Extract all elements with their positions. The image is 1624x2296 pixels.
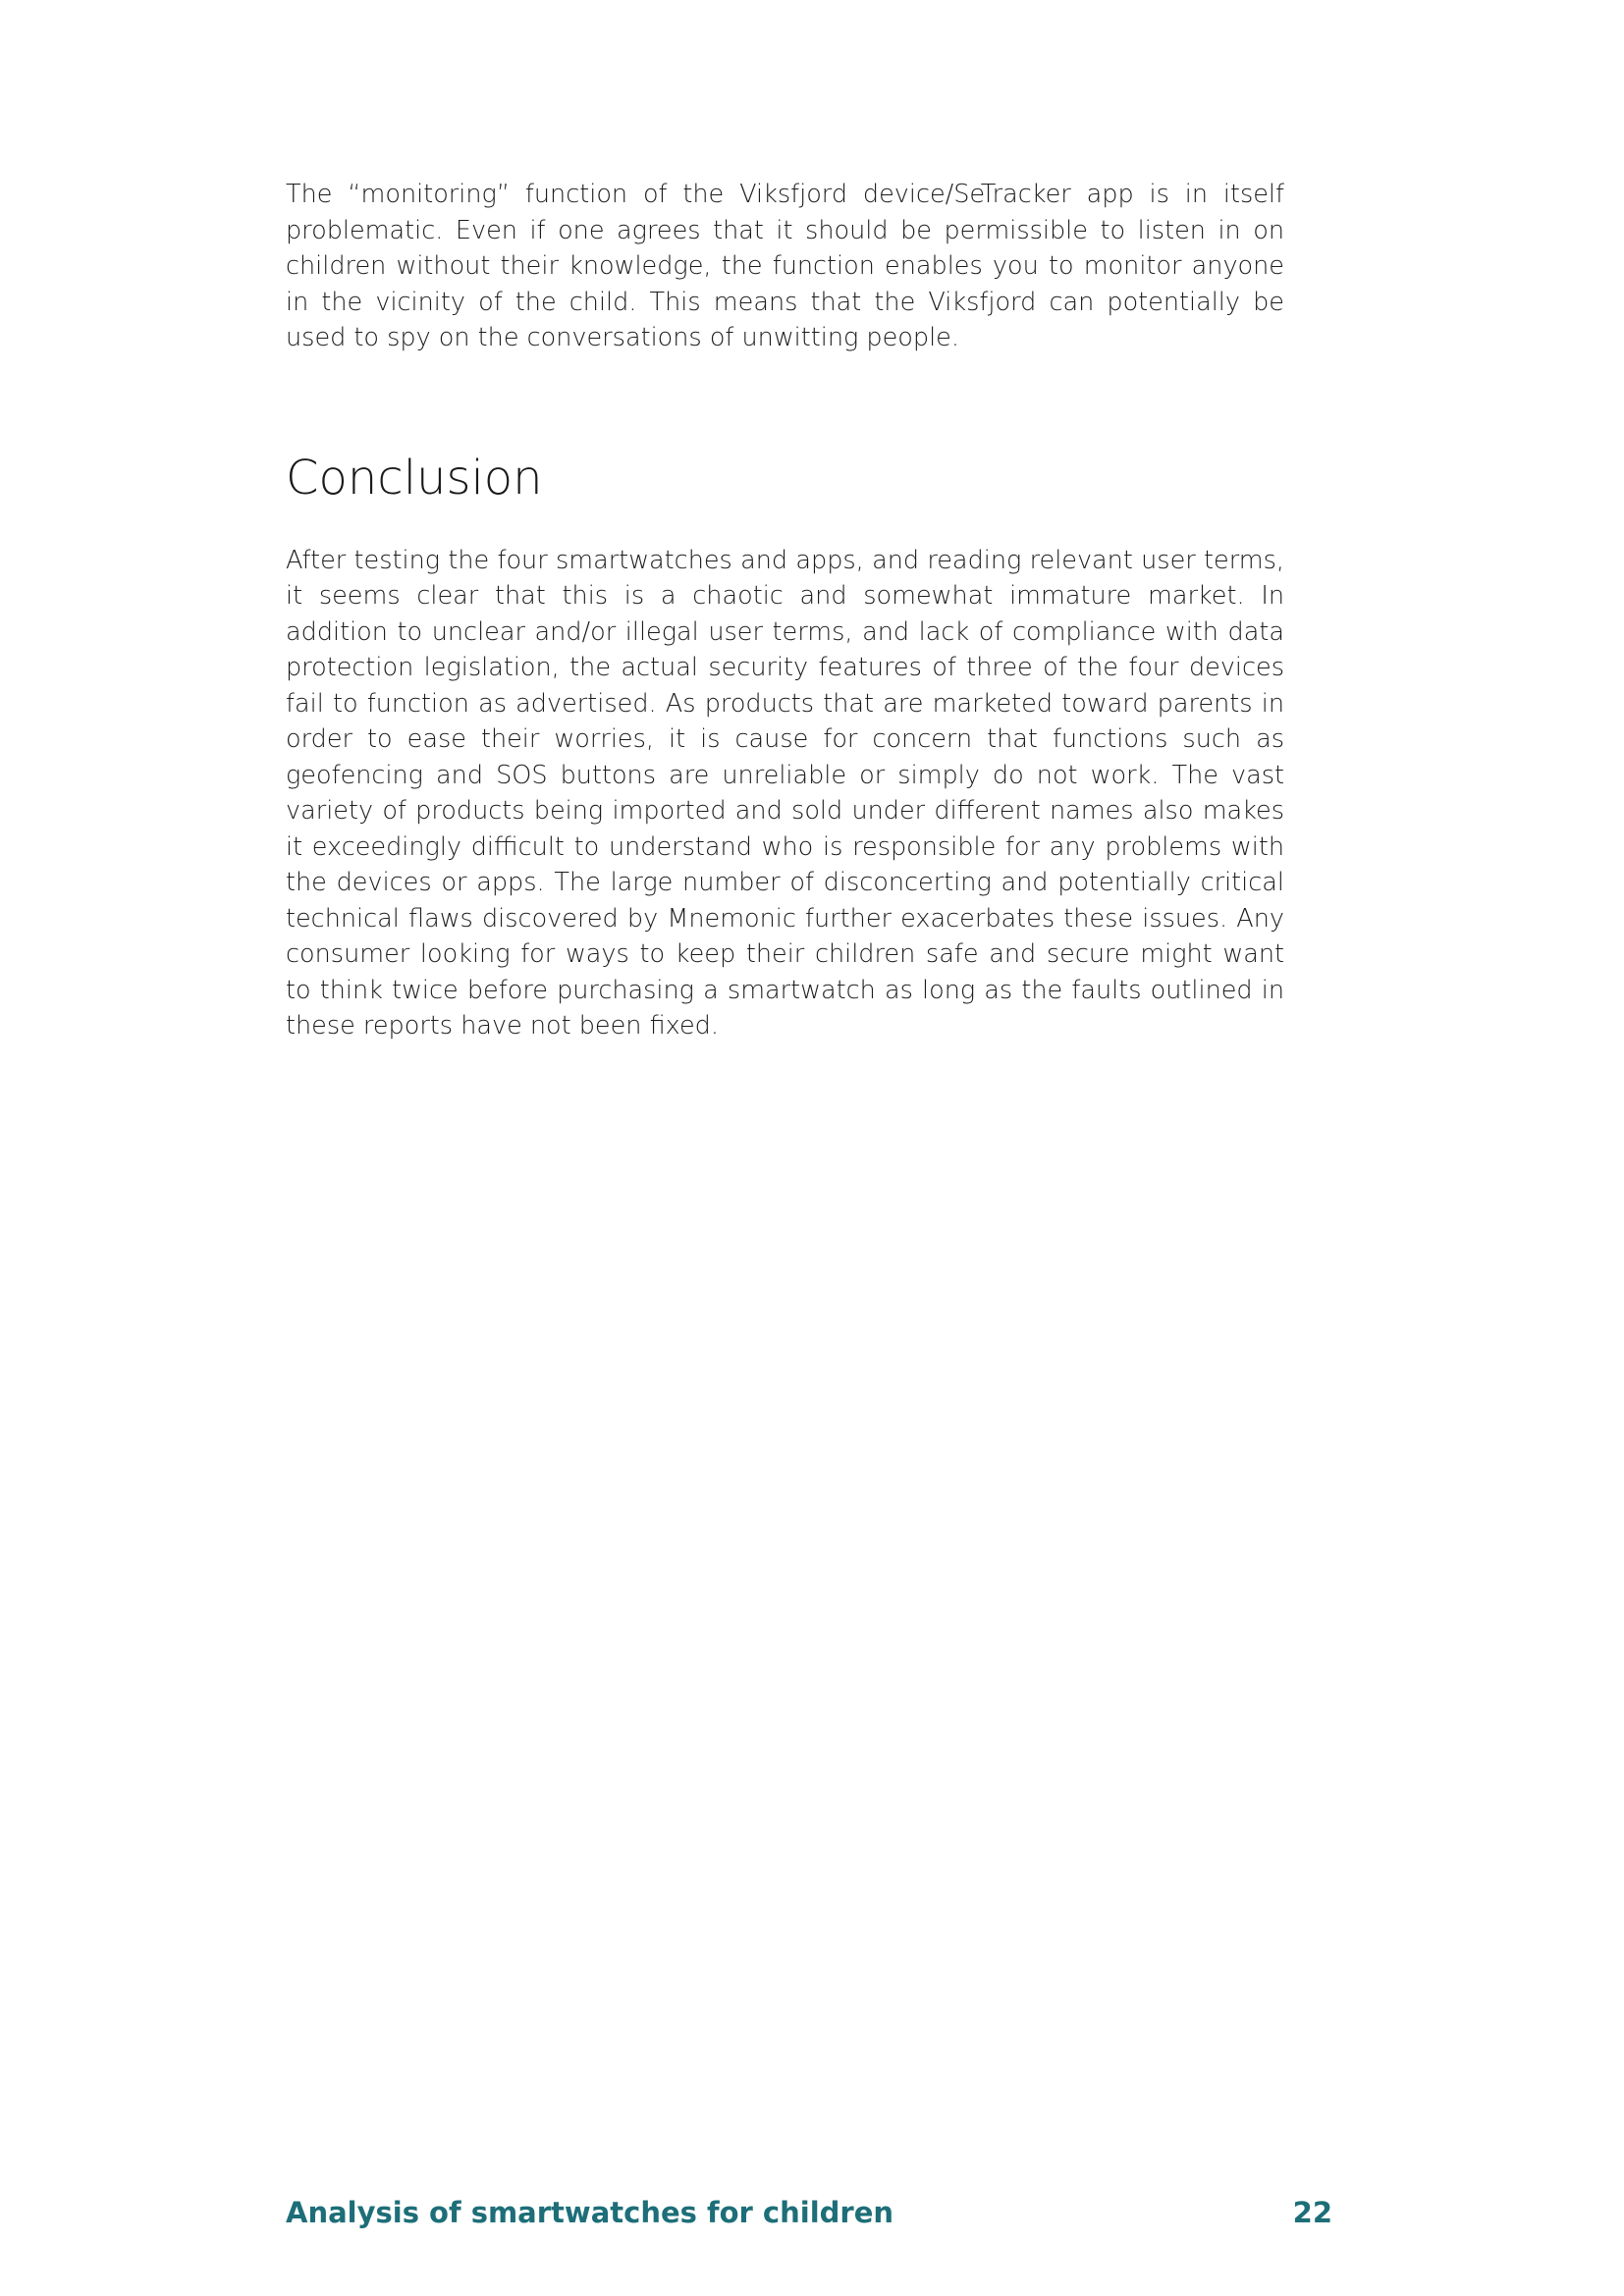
page-footer	[286, 2193, 1332, 2232]
section-heading: Conclusion	[286, 450, 543, 506]
section-heading-wrap	[286, 449, 1284, 507]
intro-paragraph: The “monitoring” function of the Viksfjord device/SeTracker app is in itself problematic. Even if one agrees that it should be permissible to listen in on children without their knowledge, the function enables you to monitor anyone in the vicinity of the child. This means that the Viksfjord can potentially be used to spy on the conversations of unwitting people.	[286, 180, 1284, 352]
conclusion-paragraph: After testing the four smartwatches and apps, and reading relevant user terms, it seems clear that this is a chaotic and somewhat immature market. In addition to unclear and/or illegal user terms, and lack of compliance with data protection legislation, the actual security features of three of the four devices fail to function as advertised. As products that are marketed toward parents in order to ease their worries, it is cause for concern that functions such as geofencing and SOS buttons are unreliable or simply do not work. The vast variety of products being imported and sold under different names also makes it exceedingly difficult to understand who is responsible for any problems with the devices or apps. The large number of disconcerting and potentially critical technical flaws discovered by Mnemonic further exacerbates these issues. Any consumer looking for ways to keep their children safe and secure might want to think twice before purchasing a smartwatch as long as the faults outlined in these reports have not been fixed.	[286, 545, 1284, 1041]
page-content	[286, 177, 1284, 1044]
footer-document-title: Analysis of smartwatches for children	[286, 2196, 894, 2229]
page-number: 22	[1292, 2196, 1332, 2229]
